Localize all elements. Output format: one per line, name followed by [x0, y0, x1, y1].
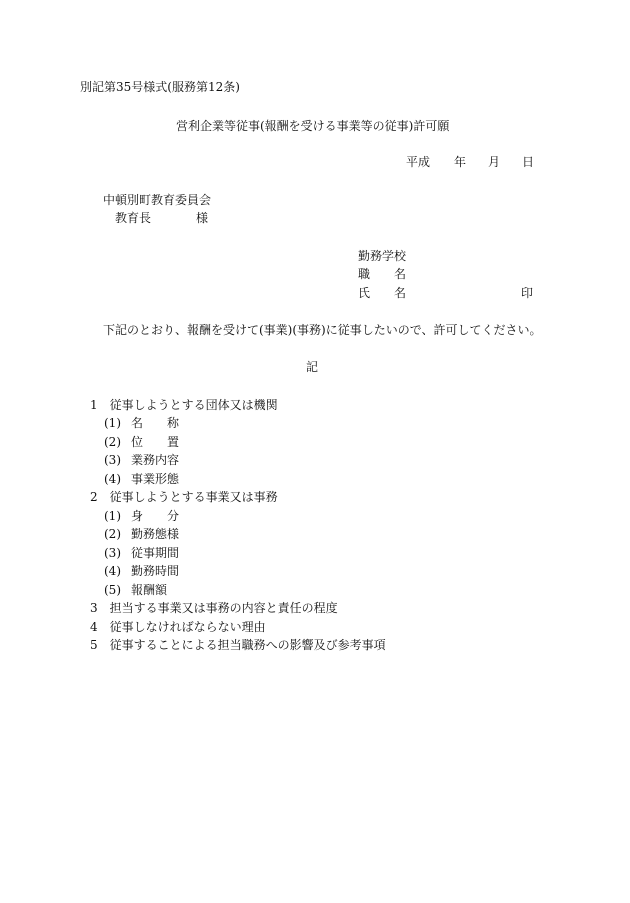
- sub-list-item: (1) 身 分: [104, 509, 180, 523]
- sub-list-item: (4) 勤務時間: [104, 564, 180, 578]
- list-item: 4 従事しなければならない理由: [90, 620, 266, 634]
- list-item: 2 従事しようとする事業又は事務: [90, 490, 278, 504]
- sub-list-item: (2) 位 置: [104, 435, 180, 449]
- list-item: 5 従事することによる担当職務への影響及び参考事項: [90, 638, 386, 652]
- form-id: 別記第35号様式(服務第12条): [80, 80, 240, 94]
- date-year: 年: [454, 155, 467, 169]
- date-line: [0, 156, 630, 170]
- addressee-honorific: 様: [196, 211, 209, 225]
- body-text: 下記のとおり、報酬を受けて(事業)(事務)に従事したいので、許可してください。: [103, 323, 542, 337]
- ki-heading: 記: [306, 360, 319, 374]
- date-era: 平成: [406, 155, 431, 169]
- applicant-school-label: 勤務学校: [358, 249, 407, 263]
- list-item: 3 担当する事業又は事務の内容と責任の程度: [90, 601, 338, 615]
- seal-mark: 印: [521, 286, 534, 300]
- sub-list-item: (2) 勤務態様: [104, 527, 180, 541]
- date-day: 日: [522, 155, 535, 169]
- sub-list-item: (1) 名 称: [104, 416, 180, 430]
- date-month: 月: [488, 155, 501, 169]
- sub-list-item: (3) 従事期間: [104, 546, 180, 560]
- list-item: 1 従事しようとする団体又は機関: [90, 398, 278, 412]
- addressee-org: 中頓別町教育委員会: [103, 193, 212, 207]
- sub-list-item: (4) 事業形態: [104, 472, 180, 486]
- sub-list-item: (3) 業務内容: [104, 453, 180, 467]
- sub-list-item: (5) 報酬額: [104, 583, 168, 597]
- applicant-title-label: 職 名: [358, 267, 407, 281]
- applicant-name-label: 氏 名: [358, 286, 407, 300]
- document-title: 営利企業等従事(報酬を受ける事業等の従事)許可願: [176, 119, 450, 133]
- addressee-position: 教育長: [115, 211, 152, 225]
